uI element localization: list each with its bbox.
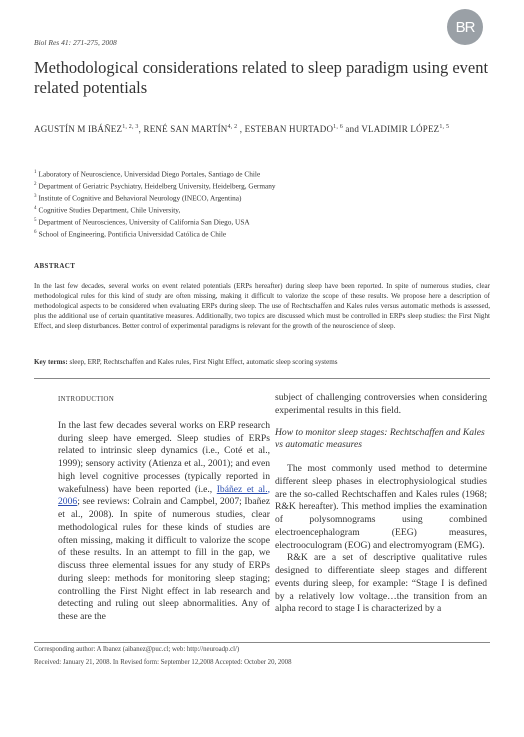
keywords <box>34 358 490 366</box>
section-heading-introduction: INTRODUCTION <box>58 396 115 403</box>
author-name: VLADIMIR LÓPEZ <box>361 124 440 134</box>
body-column-right <box>275 392 487 616</box>
affiliation-text: Laboratory of Neuroscience, Universidad Diego Portales, Santiago de Chile <box>38 169 261 179</box>
affiliation-text: Department of Neurosciences, University of California San Diego, USA <box>38 217 250 227</box>
author-separator: and <box>342 124 362 134</box>
author-separator: , <box>138 124 144 134</box>
affiliation-number: 6 <box>34 229 37 235</box>
affiliation-text: Department of Geriatric Psychiatry, Heidelberg University, Heidelberg, Germany <box>38 181 276 191</box>
affiliation-text: Cognitive Studies Department, Chile University, <box>38 205 181 215</box>
continued-paragraph: subject of challenging controversies when considering experimental results in this field. <box>275 392 487 416</box>
keywords-text: sleep, ERP, Rechtschaffen and Kales rules, First Night Effect, automatic sleep scoring systems <box>69 358 338 366</box>
section-heading-sleep-stages: How to monitor sleep stages: Rechtschaffen and Kales vs automatic measures <box>275 426 485 451</box>
body-paragraph: R&K are a set of descriptive qualitative rules designed to differentiate sleep stages and different events during sleep, for example: “Stage I is defined by a relatively low voltage…the transition from an alpha record to stage I is characterized by a <box>275 552 487 615</box>
affiliation-number: 3 <box>34 193 37 199</box>
corresponding-author: Corresponding author: A Ibanez (aibanez@puc.cl; web: http://neuroadp.cl/) <box>34 646 240 653</box>
keywords-label: Key terms: <box>34 358 68 366</box>
affiliation-item <box>34 228 494 240</box>
affiliation-item <box>34 180 494 192</box>
divider <box>34 378 490 379</box>
affiliation-number: 1 <box>34 170 37 175</box>
journal-citation: Biol Res 41: 271-275, 2008 <box>34 38 117 47</box>
affiliation-number: 4 <box>34 205 37 211</box>
affiliation-number: 5 <box>34 217 37 223</box>
affiliation-text: School of Engineering, Pontificia Universidad Católica de Chile <box>38 229 227 239</box>
author-list <box>34 121 494 135</box>
intro-text: In the last few decades several works on ERP research during sleep have emerged. Sleep studies of ERPs related to intrinsic sleep dynamics (i.e., Coté et al., 1999); sensory activity (Atienza et al., 2001); and even high level cognitive processes (typically reported in wakefulness) have been reported (i.e., <box>58 419 270 495</box>
received-dates: Received: January 21, 2008. In Revised form: September 12,2008 Accepted: October 20, 2008 <box>34 659 292 666</box>
author-name: RENÉ SAN MARTÍN <box>143 124 228 134</box>
affiliation-item <box>34 192 494 204</box>
citation-link[interactable]: Ibáñez et al., 2006 <box>58 483 270 508</box>
affiliation-text: Institute of Cognitive and Behavioral Neurology (INECO, Argentina) <box>38 193 242 203</box>
abstract-text: In the last few decades, several works on event related potentials (ERPs hereafter) during sleep have been reported. In spite of numerous studies, clear methodological rules for this kind of study are often missing, making it difficult to valorize the scope of these results. We propose here a description of methodological aspects to be considered when evaluating ERPs during sleep. The use of Rechtschaffen and Kales rules versus automatic methods is assessed, plus the additional use of certain quantitative measures. Additionally, two topics are discussed which must be controlled in ERPs sleep studies: the First Night Effect, and sleep disturbances. Better control of experimental paradigms is relevant for the growth of the neuroscience of sleep. <box>34 282 490 331</box>
abstract-heading: ABSTRACT <box>34 262 76 270</box>
intro-text: ; see reviews: Colrain and Campbel, 2007; Ibañez et al., 2008). In spite of numerous studies, clear methodological rules for these kinds of studies are often missing, making it difficult to valorize the scope of these results. In an attempt to fill in the gap, we discuss three elemental issues for any study of ERPs during sleep: methods for monitoring sleep staging; controlling the First Night effect in lab research and detecting and ruling out sleep abnormalities. Any of these are the <box>58 496 270 622</box>
author-affil-ref: 1, 6 <box>333 124 343 130</box>
footer-divider <box>34 642 490 643</box>
body-paragraph: The most commonly used method to determine different sleep phases in electrophysiological studies are the so-called Rechtschaffen and Kales rules (1968; R&K hereafter). This method implies the examination of polysomnograms using combined electroencephalogram (EEG) measures, electrooculogram (EOG) and electromyogram (EMG). <box>275 463 487 551</box>
author-affil-ref: 1, 2, 3 <box>122 124 139 130</box>
affiliation-item <box>34 168 494 180</box>
intro-paragraph <box>58 420 270 624</box>
author-name: AGUSTÍN M IBÁÑEZ <box>34 124 123 134</box>
affiliation-list <box>34 168 494 240</box>
author-affil-ref: 1, 5 <box>439 124 450 130</box>
journal-logo: BR <box>447 9 483 45</box>
author-separator: , <box>237 124 245 134</box>
article-title: Methodological considerations related to sleep paradigm using event related potentials <box>34 58 489 97</box>
affiliation-item <box>34 204 494 216</box>
author-name: ESTEBAN HURTADO <box>244 124 334 134</box>
author-affil-ref: 4, 2 <box>227 124 238 130</box>
affiliation-item <box>34 216 494 228</box>
body-column-left <box>58 392 270 624</box>
affiliation-number: 2 <box>34 181 37 187</box>
